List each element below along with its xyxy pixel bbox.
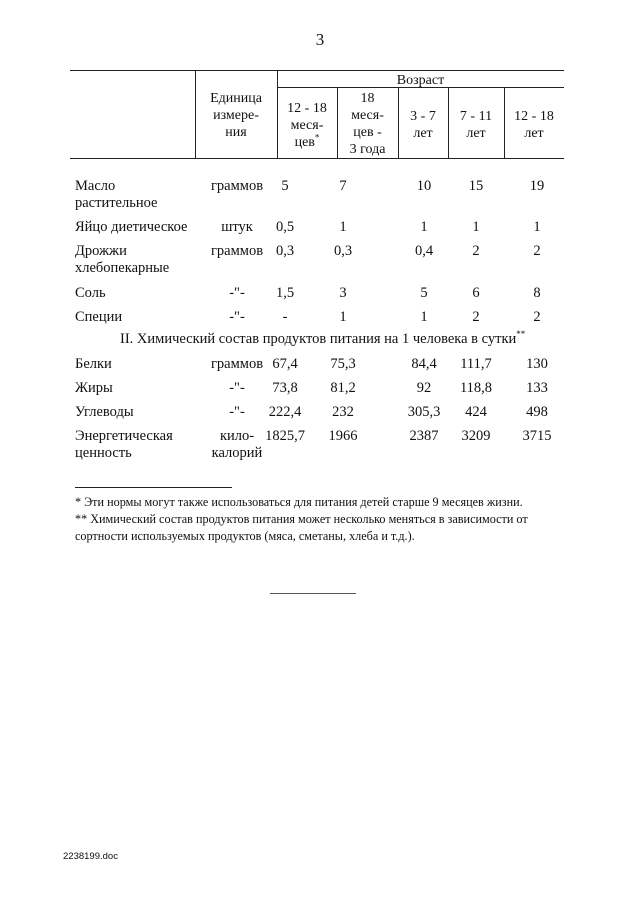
age-column-header [398,108,448,142]
age-header-line: лет [524,126,544,141]
row-name [75,428,173,462]
row-value: 73,8 [272,380,298,396]
row-unit-line: -"- [229,380,245,396]
age-column-header [277,100,337,151]
row-value: 1 [339,309,347,325]
row-value: 0,3 [275,243,295,259]
footnote-line: ** Химический состав продуктов питания может несколько меняться в зависимости от [75,512,528,526]
row-unit-line: граммов [210,243,264,259]
row-name [75,309,122,326]
table-top-rule [70,70,564,71]
row-value: 1 [420,219,428,235]
row-value: 8 [533,285,541,301]
row-unit-line: граммов [210,356,264,372]
age-header-line: 3 - 7 [410,109,436,124]
row-value: 1,5 [275,285,295,301]
row-value: 222,4 [268,404,302,420]
row-name-line: Углеводы [75,404,134,420]
age-column-header [448,108,504,142]
row-name [75,243,169,277]
row-value: 1 [472,219,480,235]
row-value: 5 [281,178,289,194]
unit-header-line: Единица [210,91,262,106]
row-value: 305,3 [407,404,441,420]
unit-column-header [195,90,277,141]
row-value: 6 [472,285,480,301]
page-number: 3 [315,30,325,49]
row-value: 130 [526,356,548,372]
age-header-line: лет [466,126,486,141]
age-header-line: цев - [353,125,382,140]
age-footnote-mark: * [314,132,320,143]
age-column-header [337,90,398,158]
row-value: 0,5 [275,219,295,235]
row-value: 10 [416,178,432,194]
age-header-line: 3 года [349,142,386,157]
row-value: 3 [339,285,347,301]
row-value: 498 [526,404,548,420]
row-unit-line: штук [221,219,253,235]
row-name [75,219,187,236]
row-value: 0,4 [414,243,434,259]
row-value: 1 [533,219,541,235]
row-value: 92 [416,380,432,396]
row-name-line: ценность [75,445,132,461]
row-name [75,404,134,421]
row-name-line: Масло [75,178,116,194]
row-value: 2 [472,309,480,325]
row-name-line: Яйцо диетическое [75,219,188,235]
row-unit-line: граммов [210,178,264,194]
row-unit-line: -"- [229,404,245,420]
row-name-line: Соль [75,285,106,301]
row-unit-line: -"- [229,285,245,301]
row-name-line: Энергетическая [75,428,173,444]
row-value: 2387 [409,428,439,444]
row-name-line: хлебопекарные [75,260,170,276]
row-name [75,380,113,397]
footnote-line: сортности используемых продуктов (мяса, сметаны, хлеба и т.д.). [75,529,415,543]
section-title [120,331,525,348]
row-value: 1966 [328,428,358,444]
row-value: 81,2 [330,380,356,396]
row-value: 84,4 [411,356,437,372]
row-value: 75,3 [330,356,356,372]
footnote-rule [75,487,232,488]
row-value: 5 [420,285,428,301]
age-header-line: 7 - 11 [459,109,493,124]
age-header-line: 12 - 18 [514,109,554,124]
row-value: 0,3 [333,243,353,259]
row-value: 19 [529,178,545,194]
age-header-line: цев [294,135,315,150]
row-value: 15 [468,178,484,194]
row-value: 2 [533,309,541,325]
end-rule [270,593,356,594]
section-title-text: II. Химический состав продуктов питания на 1 человека в сутки [120,331,517,347]
row-value: 2 [472,243,480,259]
age-header-line: 12 - 18 [287,101,327,116]
row-name-line: Дрожжи [75,243,127,259]
row-value: 1 [420,309,428,325]
row-name [75,178,157,212]
document-code: 2238199.doc [63,851,118,862]
unit-header-line: измере- [213,108,259,123]
row-value: 232 [332,404,354,420]
row-value: 7 [339,178,347,194]
section-footnote-mark: ** [516,329,526,340]
row-unit-line: кило- [219,428,255,444]
row-value: 133 [526,380,548,396]
row-value: 2 [533,243,541,259]
row-value: 67,4 [272,356,298,372]
age-group-header: Возраст [396,73,445,88]
row-value: 3209 [461,428,491,444]
row-value: - [282,309,288,325]
row-name [75,356,112,373]
row-value: 3715 [522,428,552,444]
age-header-line: меся- [290,118,324,133]
header-bottom-rule [70,158,564,159]
row-value: 111,7 [460,356,492,372]
age-column-header [504,108,564,142]
row-value: 1825,7 [265,428,305,444]
row-value: 424 [465,404,487,420]
row-unit-line: -"- [229,309,245,325]
row-value: 118,8 [459,380,493,396]
age-header-line: меся- [351,108,384,123]
row-name-line: Белки [75,356,112,372]
row-name [75,285,106,302]
row-unit-line: калорий [211,445,263,461]
row-name-line: Специи [75,309,123,325]
row-value: 1 [339,219,347,235]
age-header-line: лет [413,126,433,141]
footnote-line: * Эти нормы могут также использоваться для питания детей старше 9 месяцев жизни. [75,495,523,509]
age-header-line: 18 [360,91,375,106]
age-header-line [277,134,337,151]
unit-header-line: ния [225,125,247,140]
row-name-line: Жиры [75,380,113,396]
row-name-line: растительное [75,195,158,211]
